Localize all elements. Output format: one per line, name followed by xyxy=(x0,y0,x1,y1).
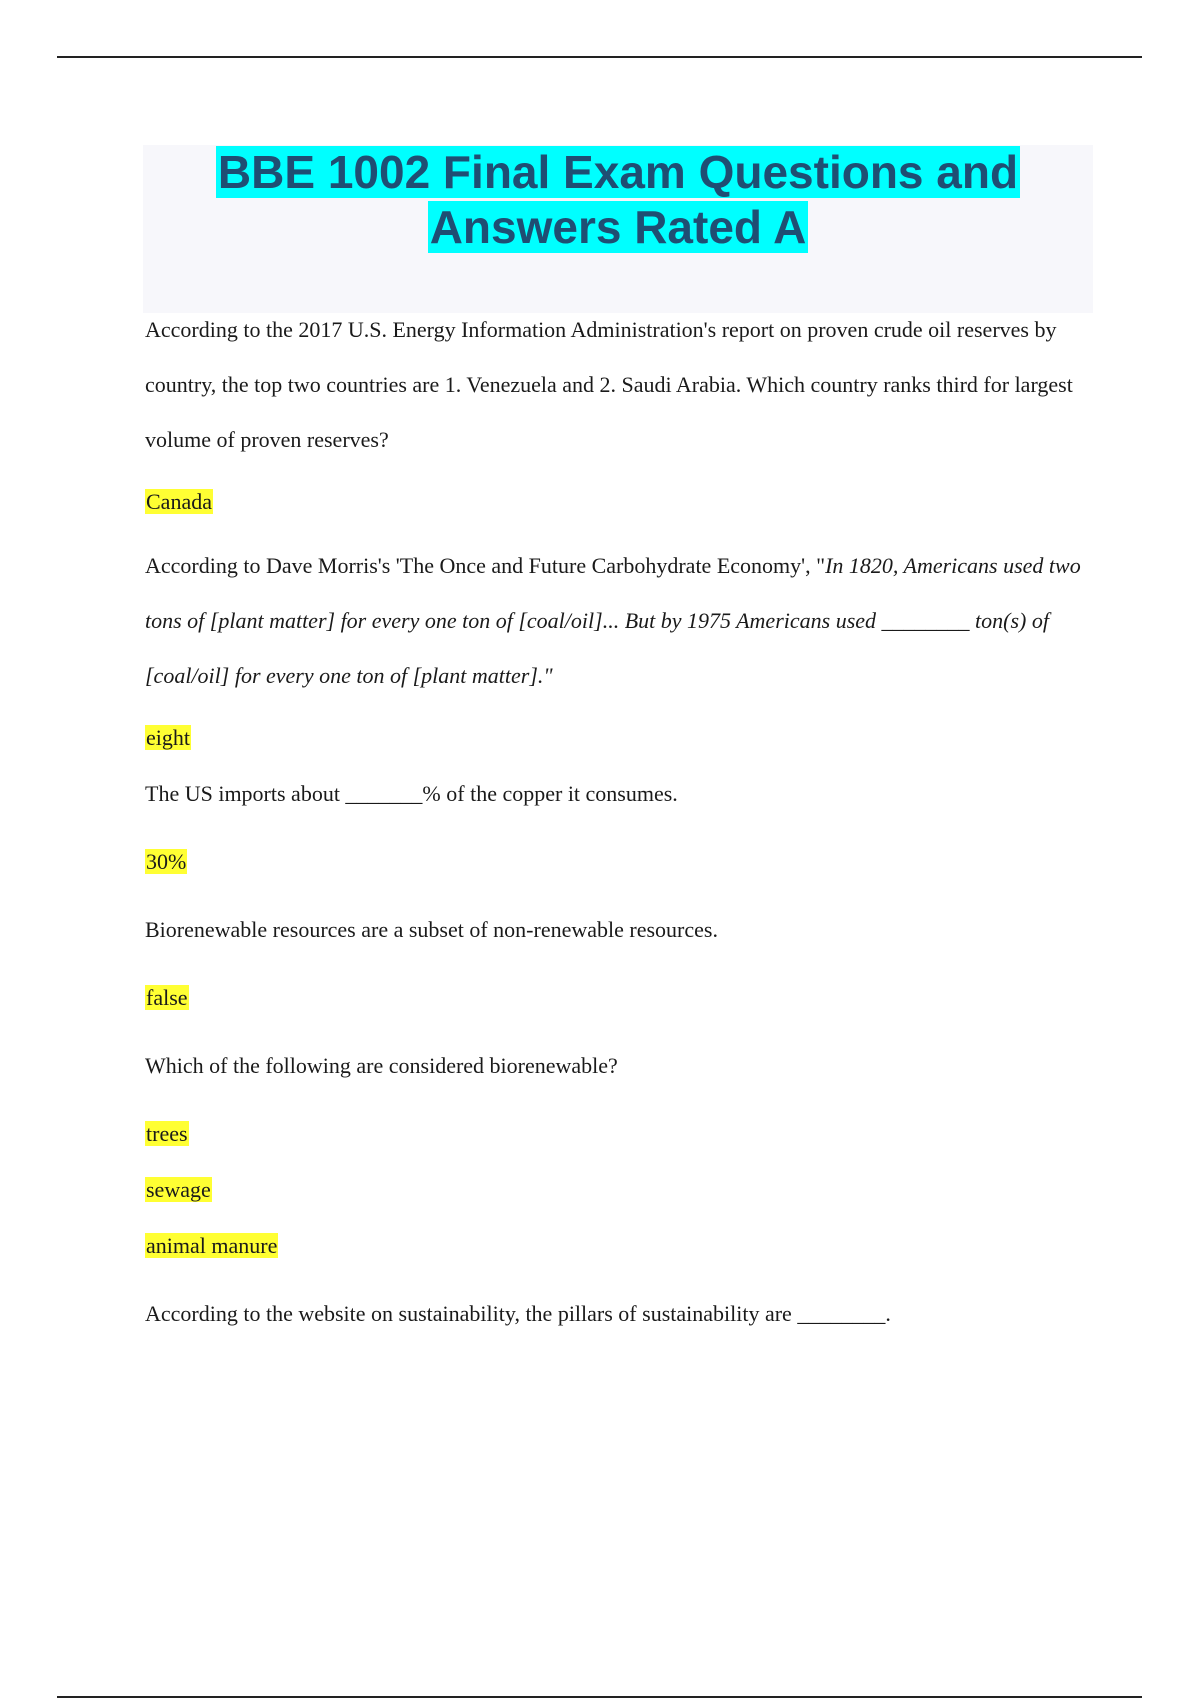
answer-2 xyxy=(145,720,1095,756)
answer-text: sewage xyxy=(146,1177,211,1202)
qa-content xyxy=(145,302,1095,1334)
question-6: According to the website on sustainability, the pillars of sustainability are ________. xyxy=(145,1301,891,1326)
answer-text: animal manure xyxy=(146,1233,278,1258)
bottom-rule xyxy=(57,1696,1142,1698)
question-4: Biorenewable resources are a subset of non-renewable resources. xyxy=(145,917,718,942)
answer-text: Canada xyxy=(146,489,212,514)
title-line-1: BBE 1002 Final Exam Questions and xyxy=(217,146,1019,198)
question-2 xyxy=(145,538,1095,703)
answer-5b xyxy=(145,1172,1095,1208)
top-rule xyxy=(57,56,1142,58)
question-1: According to the 2017 U.S. Energy Information Administration's report on proven crude oil reserves by country, the top two countries are 1. Venezuela and 2. Saudi Arabia. Which country ranks third for largest volume of proven reserves? xyxy=(145,317,1073,452)
answer-5a xyxy=(145,1116,1095,1152)
answer-text: 30% xyxy=(146,849,187,874)
answer-text: trees xyxy=(146,1121,188,1146)
document-title xyxy=(143,145,1093,255)
answer-1 xyxy=(145,484,1095,520)
question-5: Which of the following are considered biorenewable? xyxy=(145,1053,618,1078)
question-2-italic: In 1820, Americans used two tons of [plant matter] for every one ton of [coal/oil]... But by 1975 Americans used ________ ton(s) of [coal/oil] for every one ton of [plant matter]." xyxy=(145,553,1081,688)
answer-text: false xyxy=(146,985,188,1010)
title-line-2: Answers Rated A xyxy=(429,201,807,253)
answer-3 xyxy=(145,844,1095,880)
title-block xyxy=(143,145,1093,313)
answer-4 xyxy=(145,980,1095,1016)
question-2-plain: According to Dave Morris's 'The Once and Future Carbohydrate Economy', " xyxy=(145,553,826,578)
answer-5c xyxy=(145,1228,1095,1264)
question-3: The US imports about _______% of the copper it consumes. xyxy=(145,781,678,806)
answer-text: eight xyxy=(146,725,190,750)
